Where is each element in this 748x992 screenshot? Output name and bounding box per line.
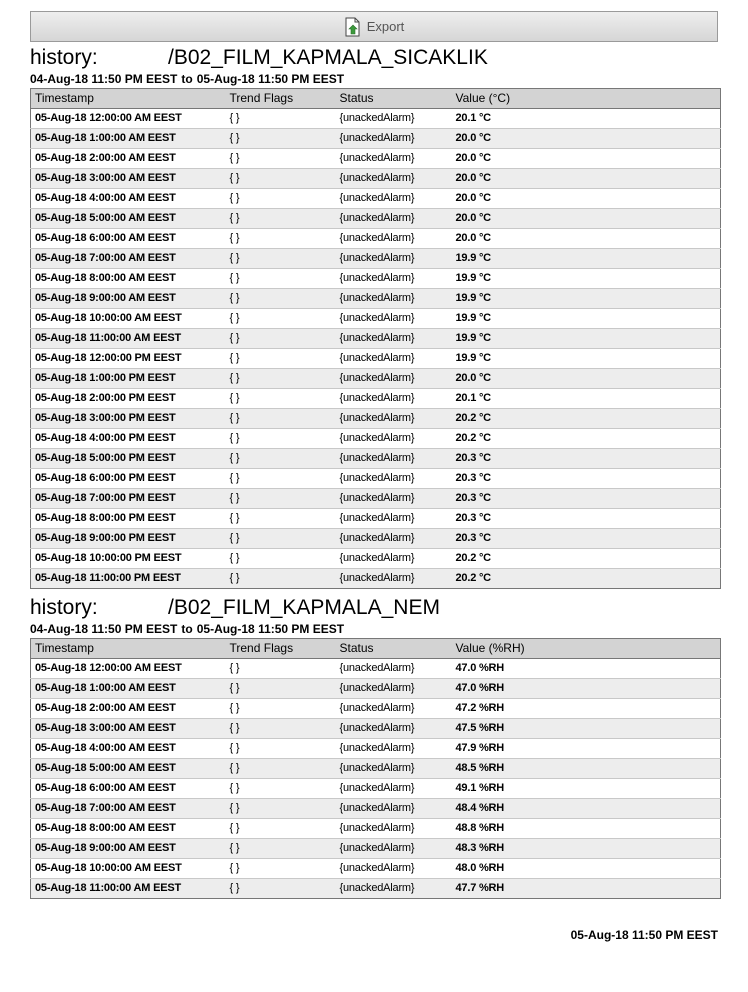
cell-value: 20.2 °C — [452, 549, 721, 569]
cell-trend-flags: { } — [226, 659, 336, 679]
cell-timestamp: 05-Aug-18 10:00:00 AM EEST — [31, 859, 226, 879]
cell-status: {unackedAlarm} — [336, 839, 452, 859]
cell-timestamp: 05-Aug-18 2:00:00 AM EEST — [31, 149, 226, 169]
table-row — [31, 759, 721, 779]
cell-timestamp: 05-Aug-18 4:00:00 AM EEST — [31, 739, 226, 759]
cell-trend-flags: { } — [226, 389, 336, 409]
cell-trend-flags: { } — [226, 719, 336, 739]
cell-status: {unackedAlarm} — [336, 249, 452, 269]
cell-status: {unackedAlarm} — [336, 699, 452, 719]
cell-trend-flags: { } — [226, 289, 336, 309]
cell-trend-flags: { } — [226, 409, 336, 429]
cell-trend-flags: { } — [226, 169, 336, 189]
table-row — [31, 799, 721, 819]
cell-timestamp: 05-Aug-18 9:00:00 AM EEST — [31, 839, 226, 859]
table-row — [31, 819, 721, 839]
cell-status: {unackedAlarm} — [336, 209, 452, 229]
table-row — [31, 429, 721, 449]
report-generated-time: 05-Aug-18 11:50 PM EEST — [570, 928, 718, 942]
cell-status: {unackedAlarm} — [336, 569, 452, 589]
cell-timestamp: 05-Aug-18 7:00:00 PM EEST — [31, 489, 226, 509]
cell-timestamp: 05-Aug-18 5:00:00 AM EEST — [31, 209, 226, 229]
cell-status: {unackedAlarm} — [336, 859, 452, 879]
table-row — [31, 719, 721, 739]
table-row — [31, 329, 721, 349]
cell-trend-flags: { } — [226, 369, 336, 389]
cell-trend-flags: { } — [226, 799, 336, 819]
cell-timestamp: 05-Aug-18 2:00:00 AM EEST — [31, 699, 226, 719]
cell-status: {unackedAlarm} — [336, 549, 452, 569]
cell-value: 20.3 °C — [452, 469, 721, 489]
cell-trend-flags: { } — [226, 109, 336, 129]
cell-status: {unackedAlarm} — [336, 389, 452, 409]
cell-status: {unackedAlarm} — [336, 329, 452, 349]
export-document-icon — [344, 17, 362, 37]
table-row — [31, 699, 721, 719]
cell-value: 47.0 %RH — [452, 659, 721, 679]
table-row — [31, 169, 721, 189]
cell-trend-flags: { } — [226, 429, 336, 449]
cell-status: {unackedAlarm} — [336, 719, 452, 739]
cell-value: 20.3 °C — [452, 489, 721, 509]
cell-status: {unackedAlarm} — [336, 799, 452, 819]
cell-trend-flags: { } — [226, 449, 336, 469]
history-name: /B02_FILM_KAPMALA_NEM — [168, 596, 440, 619]
range-separator: to — [181, 72, 193, 86]
cell-timestamp: 05-Aug-18 2:00:00 PM EEST — [31, 389, 226, 409]
table-header-row — [31, 89, 721, 109]
cell-value: 20.2 °C — [452, 409, 721, 429]
table-row — [31, 839, 721, 859]
cell-value: 48.0 %RH — [452, 859, 721, 879]
cell-value: 47.9 %RH — [452, 739, 721, 759]
cell-timestamp: 05-Aug-18 9:00:00 PM EEST — [31, 529, 226, 549]
cell-trend-flags: { } — [226, 269, 336, 289]
cell-timestamp: 05-Aug-18 12:00:00 AM EEST — [31, 659, 226, 679]
table-row — [31, 739, 721, 759]
cell-value: 20.3 °C — [452, 449, 721, 469]
column-header-trend-flags[interactable]: Trend Flags — [226, 89, 336, 109]
history-table — [30, 638, 721, 899]
cell-value: 19.9 °C — [452, 309, 721, 329]
cell-trend-flags: { } — [226, 349, 336, 369]
cell-trend-flags: { } — [226, 569, 336, 589]
cell-trend-flags: { } — [226, 819, 336, 839]
range-separator: to — [181, 622, 193, 636]
cell-trend-flags: { } — [226, 509, 336, 529]
cell-trend-flags: { } — [226, 529, 336, 549]
cell-value: 48.4 %RH — [452, 799, 721, 819]
export-label: Export — [366, 19, 405, 34]
cell-timestamp: 05-Aug-18 4:00:00 AM EEST — [31, 189, 226, 209]
cell-status: {unackedAlarm} — [336, 679, 452, 699]
range-end: 05-Aug-18 11:50 PM EEST — [196, 72, 345, 86]
cell-timestamp: 05-Aug-18 3:00:00 PM EEST — [31, 409, 226, 429]
cell-trend-flags: { } — [226, 679, 336, 699]
cell-value: 20.0 °C — [452, 209, 721, 229]
table-row — [31, 309, 721, 329]
cell-status: {unackedAlarm} — [336, 189, 452, 209]
cell-value: 19.9 °C — [452, 289, 721, 309]
table-row — [31, 289, 721, 309]
cell-status: {unackedAlarm} — [336, 269, 452, 289]
history-section-humidity — [30, 596, 720, 899]
table-row — [31, 859, 721, 879]
history-prefix: history: — [30, 46, 98, 69]
cell-timestamp: 05-Aug-18 1:00:00 AM EEST — [31, 129, 226, 149]
cell-value: 20.0 °C — [452, 169, 721, 189]
cell-value: 20.0 °C — [452, 369, 721, 389]
cell-value: 47.0 %RH — [452, 679, 721, 699]
column-header-timestamp[interactable]: Timestamp — [31, 639, 226, 659]
cell-status: {unackedAlarm} — [336, 449, 452, 469]
cell-timestamp: 05-Aug-18 12:00:00 PM EEST — [31, 349, 226, 369]
cell-status: {unackedAlarm} — [336, 489, 452, 509]
history-prefix: history: — [30, 596, 98, 619]
cell-trend-flags: { } — [226, 879, 336, 899]
cell-value: 20.1 °C — [452, 389, 721, 409]
cell-trend-flags: { } — [226, 859, 336, 879]
table-row — [31, 449, 721, 469]
range-end: 05-Aug-18 11:50 PM EEST — [196, 622, 345, 636]
cell-timestamp: 05-Aug-18 8:00:00 AM EEST — [31, 819, 226, 839]
cell-status: {unackedAlarm} — [336, 659, 452, 679]
cell-timestamp: 05-Aug-18 6:00:00 PM EEST — [31, 469, 226, 489]
table-row — [31, 389, 721, 409]
cell-trend-flags: { } — [226, 309, 336, 329]
table-row — [31, 369, 721, 389]
history-title — [30, 596, 720, 620]
cell-timestamp: 05-Aug-18 5:00:00 AM EEST — [31, 759, 226, 779]
cell-value: 47.2 %RH — [452, 699, 721, 719]
column-header-timestamp[interactable]: Timestamp — [31, 89, 226, 109]
time-range — [30, 620, 720, 638]
cell-timestamp: 05-Aug-18 10:00:00 PM EEST — [31, 549, 226, 569]
cell-status: {unackedAlarm} — [336, 369, 452, 389]
column-header-status[interactable]: Status — [336, 639, 452, 659]
cell-trend-flags: { } — [226, 739, 336, 759]
history-title — [30, 46, 720, 70]
cell-value: 20.0 °C — [452, 129, 721, 149]
cell-value: 48.3 %RH — [452, 839, 721, 859]
table-row — [31, 349, 721, 369]
cell-trend-flags: { } — [226, 329, 336, 349]
cell-value: 49.1 %RH — [452, 779, 721, 799]
cell-status: {unackedAlarm} — [336, 509, 452, 529]
cell-status: {unackedAlarm} — [336, 879, 452, 899]
cell-trend-flags: { } — [226, 699, 336, 719]
table-row — [31, 209, 721, 229]
cell-value: 19.9 °C — [452, 249, 721, 269]
column-header-status[interactable]: Status — [336, 89, 452, 109]
cell-timestamp: 05-Aug-18 11:00:00 AM EEST — [31, 879, 226, 899]
cell-trend-flags: { } — [226, 839, 336, 859]
cell-trend-flags: { } — [226, 129, 336, 149]
cell-value: 20.2 °C — [452, 569, 721, 589]
cell-trend-flags: { } — [226, 469, 336, 489]
cell-timestamp: 05-Aug-18 5:00:00 PM EEST — [31, 449, 226, 469]
table-row — [31, 879, 721, 899]
cell-status: {unackedAlarm} — [336, 129, 452, 149]
cell-value: 47.7 %RH — [452, 879, 721, 899]
cell-value: 19.9 °C — [452, 349, 721, 369]
table-row — [31, 549, 721, 569]
table-row — [31, 659, 721, 679]
cell-status: {unackedAlarm} — [336, 429, 452, 449]
cell-value: 48.8 %RH — [452, 819, 721, 839]
cell-trend-flags: { } — [226, 189, 336, 209]
cell-timestamp: 05-Aug-18 1:00:00 AM EEST — [31, 679, 226, 699]
table-row — [31, 489, 721, 509]
table-row — [31, 189, 721, 209]
cell-value: 20.0 °C — [452, 189, 721, 209]
table-row — [31, 149, 721, 169]
cell-trend-flags: { } — [226, 249, 336, 269]
cell-status: {unackedAlarm} — [336, 779, 452, 799]
table-row — [31, 269, 721, 289]
cell-status: {unackedAlarm} — [336, 309, 452, 329]
table-row — [31, 229, 721, 249]
range-start: 04-Aug-18 11:50 PM EEST — [30, 622, 178, 636]
cell-timestamp: 05-Aug-18 7:00:00 AM EEST — [31, 249, 226, 269]
table-row — [31, 109, 721, 129]
cell-value: 47.5 %RH — [452, 719, 721, 739]
history-section-temperature — [30, 46, 720, 589]
cell-timestamp: 05-Aug-18 6:00:00 AM EEST — [31, 779, 226, 799]
cell-timestamp: 05-Aug-18 1:00:00 PM EEST — [31, 369, 226, 389]
table-row — [31, 779, 721, 799]
column-header-value[interactable]: Value (%RH) — [452, 639, 721, 659]
cell-value: 20.0 °C — [452, 229, 721, 249]
cell-status: {unackedAlarm} — [336, 229, 452, 249]
cell-timestamp: 05-Aug-18 11:00:00 AM EEST — [31, 329, 226, 349]
cell-trend-flags: { } — [226, 759, 336, 779]
time-range — [30, 70, 720, 88]
cell-status: {unackedAlarm} — [336, 739, 452, 759]
cell-status: {unackedAlarm} — [336, 759, 452, 779]
table-row — [31, 129, 721, 149]
cell-value: 20.0 °C — [452, 149, 721, 169]
cell-trend-flags: { } — [226, 549, 336, 569]
cell-timestamp: 05-Aug-18 8:00:00 PM EEST — [31, 509, 226, 529]
history-table — [30, 88, 721, 589]
cell-timestamp: 05-Aug-18 10:00:00 AM EEST — [31, 309, 226, 329]
cell-timestamp: 05-Aug-18 12:00:00 AM EEST — [31, 109, 226, 129]
column-header-trend-flags[interactable]: Trend Flags — [226, 639, 336, 659]
cell-timestamp: 05-Aug-18 3:00:00 AM EEST — [31, 719, 226, 739]
cell-trend-flags: { } — [226, 209, 336, 229]
table-row — [31, 469, 721, 489]
range-start: 04-Aug-18 11:50 PM EEST — [30, 72, 178, 86]
export-button[interactable] — [30, 11, 718, 42]
cell-status: {unackedAlarm} — [336, 529, 452, 549]
table-row — [31, 679, 721, 699]
table-row — [31, 509, 721, 529]
cell-timestamp: 05-Aug-18 3:00:00 AM EEST — [31, 169, 226, 189]
cell-trend-flags: { } — [226, 489, 336, 509]
cell-timestamp: 05-Aug-18 9:00:00 AM EEST — [31, 289, 226, 309]
table-row — [31, 409, 721, 429]
cell-value: 20.1 °C — [452, 109, 721, 129]
cell-value: 20.2 °C — [452, 429, 721, 449]
cell-trend-flags: { } — [226, 149, 336, 169]
table-row — [31, 529, 721, 549]
cell-status: {unackedAlarm} — [336, 109, 452, 129]
cell-value: 19.9 °C — [452, 269, 721, 289]
column-header-value[interactable]: Value (°C) — [452, 89, 721, 109]
table-row — [31, 249, 721, 269]
cell-value: 20.3 °C — [452, 529, 721, 549]
cell-timestamp: 05-Aug-18 11:00:00 PM EEST — [31, 569, 226, 589]
cell-status: {unackedAlarm} — [336, 469, 452, 489]
cell-status: {unackedAlarm} — [336, 409, 452, 429]
cell-value: 20.3 °C — [452, 509, 721, 529]
table-header-row — [31, 639, 721, 659]
cell-timestamp: 05-Aug-18 7:00:00 AM EEST — [31, 799, 226, 819]
cell-timestamp: 05-Aug-18 8:00:00 AM EEST — [31, 269, 226, 289]
cell-trend-flags: { } — [226, 779, 336, 799]
cell-value: 19.9 °C — [452, 329, 721, 349]
cell-status: {unackedAlarm} — [336, 289, 452, 309]
cell-status: {unackedAlarm} — [336, 819, 452, 839]
cell-trend-flags: { } — [226, 229, 336, 249]
table-row — [31, 569, 721, 589]
cell-status: {unackedAlarm} — [336, 349, 452, 369]
cell-timestamp: 05-Aug-18 4:00:00 PM EEST — [31, 429, 226, 449]
cell-status: {unackedAlarm} — [336, 169, 452, 189]
cell-timestamp: 05-Aug-18 6:00:00 AM EEST — [31, 229, 226, 249]
cell-value: 48.5 %RH — [452, 759, 721, 779]
cell-status: {unackedAlarm} — [336, 149, 452, 169]
history-name: /B02_FILM_KAPMALA_SICAKLIK — [168, 46, 488, 69]
